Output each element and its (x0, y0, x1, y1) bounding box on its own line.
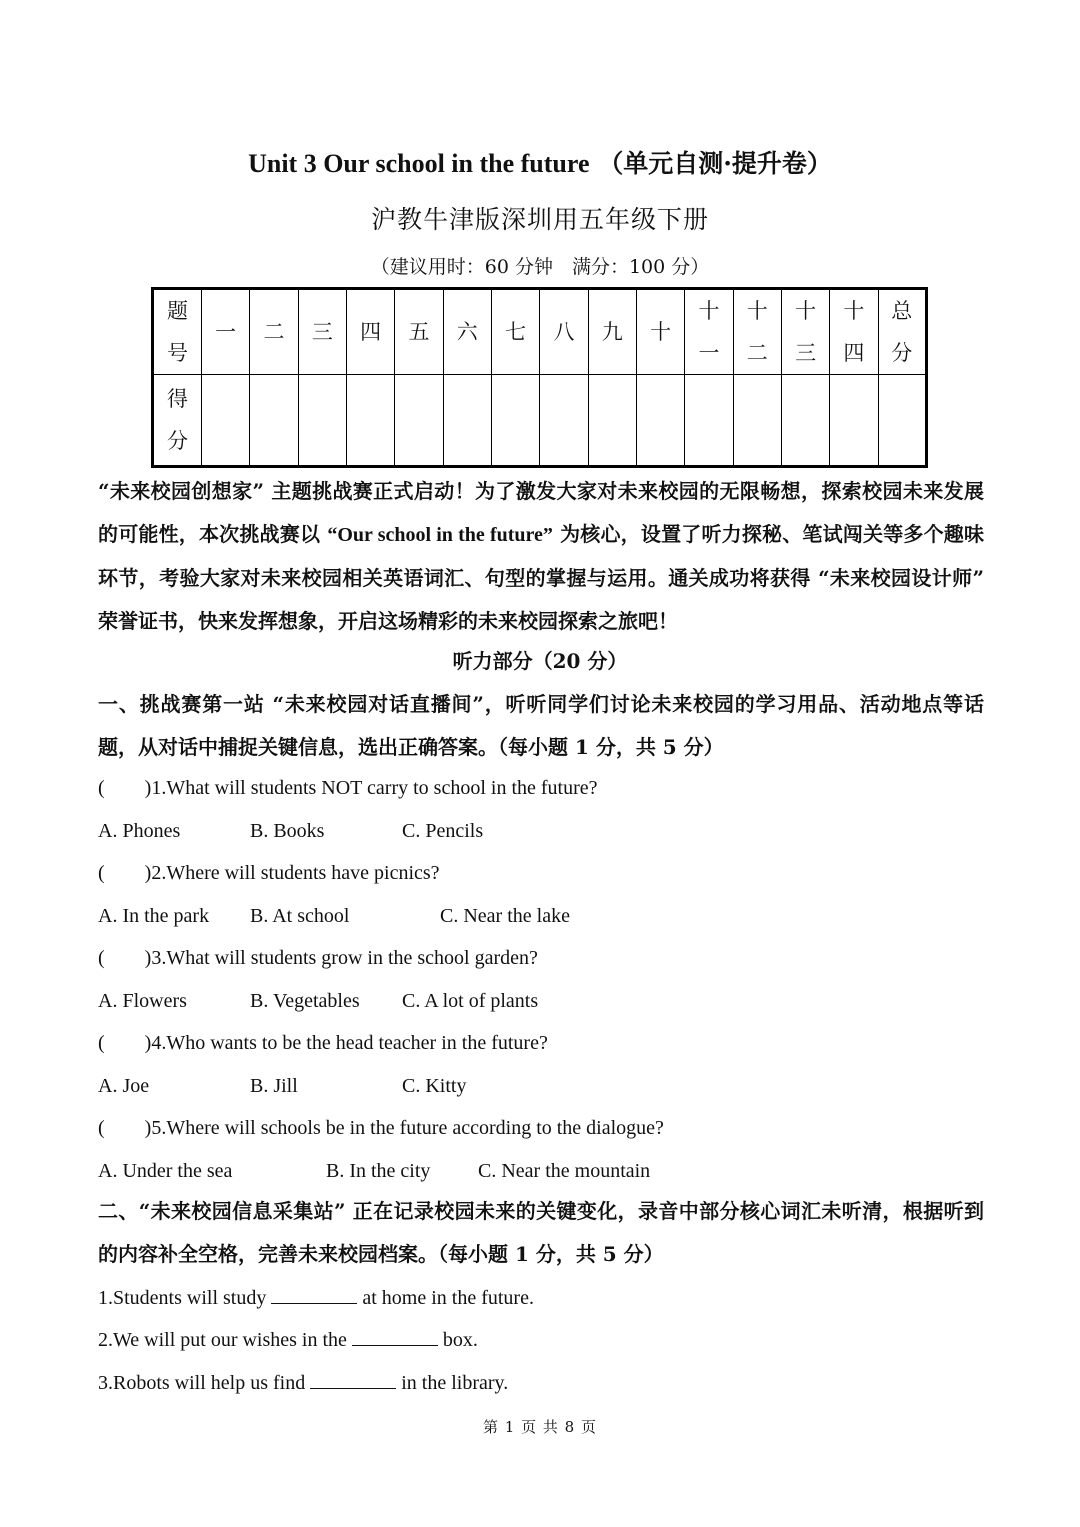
score-table-row-label: 得分 (153, 375, 202, 467)
option-c[interactable]: C. Pencils (402, 820, 484, 842)
option-a[interactable]: A. In the park (98, 905, 210, 927)
answer-blank[interactable] (310, 1370, 396, 1389)
question-4: ( )4.Who wants to be the head teacher in the future? (98, 1032, 548, 1054)
section2-instruction: 二、“未来校园信息采集站” 正在记录校园未来的关键变化，录音中部分核心词汇未听清，根据听到的内容补全空格，完善未来校园档案。（每小题 1 分，共 5 分） (98, 1199, 984, 1266)
score-cell[interactable] (830, 375, 878, 467)
option-a[interactable]: A. Flowers (98, 990, 187, 1012)
option-b[interactable]: B. In the city (326, 1160, 431, 1182)
score-table-col-header: 一 (202, 289, 250, 375)
score-table-col-header: 七 (491, 289, 539, 375)
score-table-score-row (153, 375, 927, 467)
score-cell[interactable] (298, 375, 346, 467)
exam-title-chinese: （单元自测·提升卷） (598, 149, 832, 178)
score-table-col-header: 十一 (685, 289, 733, 375)
score-cell[interactable] (250, 375, 298, 467)
score-table-col-header: 十二 (733, 289, 781, 375)
score-table-col-header: 二 (250, 289, 298, 375)
score-table-col-header: 十四 (830, 289, 878, 375)
fill-blank-item-2: 2.We will put our wishes in the box. (98, 1329, 478, 1351)
score-cell[interactable] (588, 375, 636, 467)
score-cell[interactable] (346, 375, 394, 467)
score-cell[interactable] (878, 375, 926, 467)
score-cell[interactable] (443, 375, 491, 467)
score-table-col-header: 五 (395, 289, 443, 375)
score-table-header-row (153, 289, 927, 375)
question-2: ( )2.Where will students have picnics? (98, 862, 440, 884)
option-c[interactable]: C. Near the mountain (478, 1160, 651, 1182)
score-table-col-header: 十 (636, 289, 684, 375)
exam-title-english: Unit 3 Our school in the future (248, 149, 590, 178)
score-cell[interactable] (636, 375, 684, 467)
score-cell[interactable] (395, 375, 443, 467)
time-note: （建议用时：60 分钟 满分：100 分） (370, 256, 710, 278)
option-a[interactable]: A. Under the sea (98, 1160, 233, 1182)
option-b[interactable]: B. Vegetables (250, 990, 360, 1012)
page-footer: 第 1 页 共 8 页 (483, 1418, 597, 1436)
option-b[interactable]: B. Jill (250, 1075, 298, 1097)
option-a[interactable]: A. Joe (98, 1075, 150, 1097)
score-table (151, 287, 928, 468)
score-table-col-header: 三 (298, 289, 346, 375)
question-1: ( )1.What will students NOT carry to school in the future? (98, 777, 598, 799)
score-table-col-header: 九 (588, 289, 636, 375)
score-cell[interactable] (685, 375, 733, 467)
answer-blank[interactable] (352, 1327, 438, 1346)
fill-blank-item-1: 1.Students will study at home in the future. (98, 1287, 534, 1309)
question-3: ( )3.What will students grow in the school garden? (98, 947, 538, 969)
option-c[interactable]: C. Near the lake (440, 905, 570, 927)
score-cell[interactable] (202, 375, 250, 467)
option-c[interactable]: C. Kitty (402, 1075, 467, 1097)
answer-blank[interactable] (271, 1285, 357, 1304)
exam-title (0, 144, 1080, 180)
fill-blank-item-3: 3.Robots will help us find in the library. (98, 1372, 509, 1394)
score-cell[interactable] (491, 375, 539, 467)
score-table-col-header: 六 (443, 289, 491, 375)
score-table-col-header: 总分 (878, 289, 926, 375)
option-b[interactable]: B. At school (250, 905, 350, 927)
score-cell[interactable] (781, 375, 829, 467)
option-a[interactable]: A. Phones (98, 820, 181, 842)
question-5: ( )5.Where will schools be in the future according to the dialogue? (98, 1117, 664, 1139)
listening-heading: 听力部分（20 分） (452, 649, 628, 673)
score-table-col-header: 十三 (781, 289, 829, 375)
score-cell[interactable] (733, 375, 781, 467)
score-table-row-label: 题号 (153, 289, 202, 375)
exam-subtitle: 沪教牛津版深圳用五年级下册 (370, 205, 709, 234)
option-b[interactable]: B. Books (250, 820, 325, 842)
score-table-col-header: 四 (346, 289, 394, 375)
score-table-col-header: 八 (540, 289, 588, 375)
option-c[interactable]: C. A lot of plants (402, 990, 539, 1012)
score-cell[interactable] (540, 375, 588, 467)
intro-paragraph: “未来校园创想家” 主题挑战赛正式启动！为了激发大家对未来校园的无限畅想，探索校园未来发展的可能性，本次挑战赛以 “Our school in the future” 为核心，设置了听力探秘、笔试闯关等多个趣味环节，考验大家对未来校园相关英语词汇、句型的掌握与运用。通关成功将获得 “未来校园设计师” 荣誉证书，快来发挥想象，开启这场精彩的未来校园探索之旅吧！ (98, 479, 984, 633)
section1-instruction: 一、挑战赛第一站 “未来校园对话直播间”，听听同学们讨论未来校园的学习用品、活动地点等话题，从对话中捕捉关键信息，选出正确答案。（每小题 1 分，共 5 分） (98, 692, 984, 759)
